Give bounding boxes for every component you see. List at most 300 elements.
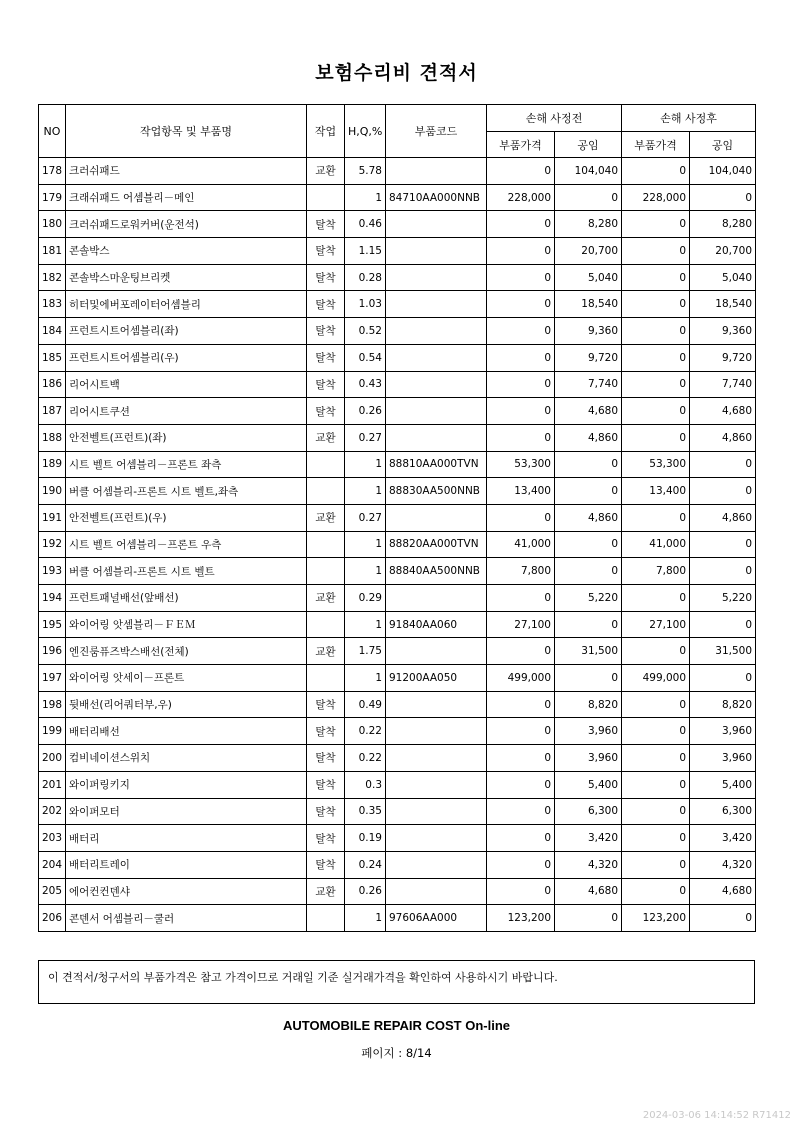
table-row <box>39 264 756 291</box>
table-row <box>39 398 756 425</box>
row-part-code <box>386 878 487 905</box>
row-hq: 0.43 <box>345 371 386 398</box>
row-after-labor: 3,960 <box>690 745 756 772</box>
row-before-part-price: 0 <box>487 878 555 905</box>
row-part-code <box>386 158 487 185</box>
row-part-code <box>386 318 487 345</box>
row-item-name: 컴비네이션스위치 <box>66 745 307 772</box>
row-work-type: 탈착 <box>307 771 345 798</box>
row-part-code <box>386 211 487 238</box>
row-after-part-price: 0 <box>622 638 690 665</box>
row-part-code: 91200AA050 <box>386 665 487 692</box>
row-after-labor: 8,820 <box>690 691 756 718</box>
row-hq: 5.78 <box>345 158 386 185</box>
table-row <box>39 478 756 505</box>
row-hq: 0.22 <box>345 718 386 745</box>
row-before-labor: 0 <box>555 558 622 585</box>
row-after-part-price: 0 <box>622 211 690 238</box>
row-before-part-price: 0 <box>487 264 555 291</box>
row-before-labor: 20,700 <box>555 238 622 265</box>
table-row <box>39 531 756 558</box>
row-part-code <box>386 291 487 318</box>
row-item-name: 안전벨트(프런트)(좌) <box>66 424 307 451</box>
row-hq: 0.24 <box>345 851 386 878</box>
row-no: 188 <box>39 424 66 451</box>
row-part-code <box>386 371 487 398</box>
row-hq: 1 <box>345 905 386 932</box>
header-work: 작업 <box>307 105 345 158</box>
row-part-code: 97606AA000 <box>386 905 487 932</box>
row-before-labor: 5,220 <box>555 585 622 612</box>
row-before-labor: 3,960 <box>555 745 622 772</box>
row-item-name: 뒷배선(리어쿼터부,우) <box>66 691 307 718</box>
row-after-labor: 0 <box>690 184 756 211</box>
table-row <box>39 344 756 371</box>
row-after-part-price: 123,200 <box>622 905 690 932</box>
row-work-type <box>307 558 345 585</box>
footer-title: AUTOMOBILE REPAIR COST On-line <box>282 1018 511 1033</box>
row-after-labor: 3,420 <box>690 825 756 852</box>
row-after-labor: 4,860 <box>690 504 756 531</box>
row-part-code: 84710AA000NNB <box>386 184 487 211</box>
header-hq: H,Q,% <box>345 105 386 158</box>
row-after-part-price: 0 <box>622 291 690 318</box>
row-item-name: 프런트시트어셈블리(우) <box>66 344 307 371</box>
row-no: 184 <box>39 318 66 345</box>
row-before-part-price: 13,400 <box>487 478 555 505</box>
row-before-labor: 0 <box>555 184 622 211</box>
row-after-part-price: 0 <box>622 718 690 745</box>
row-work-type: 교환 <box>307 585 345 612</box>
row-no: 191 <box>39 504 66 531</box>
row-before-part-price: 0 <box>487 718 555 745</box>
row-work-type: 탈착 <box>307 825 345 852</box>
row-before-part-price: 0 <box>487 398 555 425</box>
table-row <box>39 184 756 211</box>
row-no: 198 <box>39 691 66 718</box>
row-before-labor: 31,500 <box>555 638 622 665</box>
row-before-part-price: 499,000 <box>487 665 555 692</box>
row-part-code <box>386 585 487 612</box>
row-item-name: 크래쉬패드 어셈블리－메인 <box>66 184 307 211</box>
row-no: 199 <box>39 718 66 745</box>
row-no: 192 <box>39 531 66 558</box>
row-before-labor: 0 <box>555 451 622 478</box>
table-row <box>39 611 756 638</box>
row-part-code <box>386 745 487 772</box>
row-before-labor: 9,360 <box>555 318 622 345</box>
row-work-type: 탈착 <box>307 798 345 825</box>
row-hq: 0.3 <box>345 771 386 798</box>
row-before-part-price: 0 <box>487 585 555 612</box>
row-hq: 0.54 <box>345 344 386 371</box>
row-after-labor: 18,540 <box>690 291 756 318</box>
row-after-part-price: 0 <box>622 691 690 718</box>
row-after-part-price: 0 <box>622 238 690 265</box>
row-part-code <box>386 504 487 531</box>
table-row <box>39 691 756 718</box>
row-part-code: 91840AA060 <box>386 611 487 638</box>
row-item-name: 크러쉬패드 <box>66 158 307 185</box>
row-part-code <box>386 344 487 371</box>
row-before-part-price: 0 <box>487 638 555 665</box>
row-work-type: 교환 <box>307 878 345 905</box>
row-work-type <box>307 478 345 505</box>
row-item-name: 콘솔박스마운팅브리켓 <box>66 264 307 291</box>
row-after-part-price: 499,000 <box>622 665 690 692</box>
row-no: 203 <box>39 825 66 852</box>
row-work-type: 교환 <box>307 638 345 665</box>
row-part-code <box>386 238 487 265</box>
row-after-labor: 20,700 <box>690 238 756 265</box>
row-hq: 1 <box>345 665 386 692</box>
row-work-type: 교환 <box>307 424 345 451</box>
row-before-labor: 0 <box>555 905 622 932</box>
row-item-name: 크러쉬패드로워커버(운전석) <box>66 211 307 238</box>
table-row <box>39 238 756 265</box>
table-row <box>39 371 756 398</box>
row-no: 200 <box>39 745 66 772</box>
row-no: 180 <box>39 211 66 238</box>
row-after-labor: 0 <box>690 665 756 692</box>
row-work-type <box>307 611 345 638</box>
row-item-name: 시트 벨트 어셈블리－프론트 좌측 <box>66 451 307 478</box>
row-item-name: 버클 어셈블리-프론트 시트 벨트,좌측 <box>66 478 307 505</box>
row-before-labor: 9,720 <box>555 344 622 371</box>
row-work-type: 탈착 <box>307 291 345 318</box>
row-item-name: 프런트패널배선(앞배선) <box>66 585 307 612</box>
row-work-type <box>307 665 345 692</box>
table-row <box>39 798 756 825</box>
row-work-type: 탈착 <box>307 851 345 878</box>
row-after-part-price: 0 <box>622 878 690 905</box>
row-hq: 0.26 <box>345 878 386 905</box>
row-hq: 0.27 <box>345 504 386 531</box>
row-no: 194 <box>39 585 66 612</box>
row-after-part-price: 0 <box>622 504 690 531</box>
row-work-type: 탈착 <box>307 318 345 345</box>
row-before-part-price: 0 <box>487 238 555 265</box>
row-after-part-price: 0 <box>622 371 690 398</box>
table-row <box>39 558 756 585</box>
row-before-labor: 3,420 <box>555 825 622 852</box>
row-after-labor: 4,680 <box>690 878 756 905</box>
row-no: 197 <box>39 665 66 692</box>
row-after-labor: 8,280 <box>690 211 756 238</box>
row-work-type <box>307 905 345 932</box>
row-hq: 1 <box>345 478 386 505</box>
table-row <box>39 158 756 185</box>
row-after-part-price: 0 <box>622 264 690 291</box>
header-part-code: 부품코드 <box>386 105 487 158</box>
row-hq: 1 <box>345 611 386 638</box>
row-item-name: 프런트시트어셈블리(좌) <box>66 318 307 345</box>
row-hq: 0.22 <box>345 745 386 772</box>
row-no: 179 <box>39 184 66 211</box>
row-part-code <box>386 851 487 878</box>
row-before-part-price: 0 <box>487 158 555 185</box>
row-part-code: 88820AA000TVN <box>386 531 487 558</box>
row-item-name: 리어시트백 <box>66 371 307 398</box>
row-before-labor: 0 <box>555 665 622 692</box>
row-hq: 0.26 <box>345 398 386 425</box>
row-before-part-price: 0 <box>487 825 555 852</box>
row-no: 204 <box>39 851 66 878</box>
row-after-labor: 5,220 <box>690 585 756 612</box>
row-item-name: 와이퍼링키지 <box>66 771 307 798</box>
row-no: 181 <box>39 238 66 265</box>
table-row <box>39 745 756 772</box>
row-after-part-price: 0 <box>622 158 690 185</box>
row-before-part-price: 0 <box>487 371 555 398</box>
row-before-labor: 6,300 <box>555 798 622 825</box>
row-part-code <box>386 638 487 665</box>
row-before-labor: 104,040 <box>555 158 622 185</box>
row-no: 183 <box>39 291 66 318</box>
row-work-type <box>307 451 345 478</box>
row-after-labor: 4,860 <box>690 424 756 451</box>
row-before-labor: 3,960 <box>555 718 622 745</box>
page-number: 페이지 : 8/14 <box>361 1046 432 1060</box>
row-no: 190 <box>39 478 66 505</box>
header-before-assessment: 손해 사정전 <box>487 105 622 132</box>
table-row <box>39 318 756 345</box>
price-notice: 이 견적서/청구서의 부품가격은 참고 가격이므로 거래일 기준 실거래가격을 확인하여 사용하시기 바랍니다. <box>38 960 755 1004</box>
row-hq: 0.27 <box>345 424 386 451</box>
row-before-labor: 7,740 <box>555 371 622 398</box>
row-no: 178 <box>39 158 66 185</box>
row-after-labor: 0 <box>690 451 756 478</box>
header-after-labor: 공임 <box>690 132 756 158</box>
table-row <box>39 424 756 451</box>
row-hq: 0.29 <box>345 585 386 612</box>
row-item-name: 리어시트쿠션 <box>66 398 307 425</box>
row-part-code: 88810AA000TVN <box>386 451 487 478</box>
row-after-part-price: 0 <box>622 798 690 825</box>
row-item-name: 에어컨컨덴샤 <box>66 878 307 905</box>
row-after-part-price: 0 <box>622 825 690 852</box>
row-after-labor: 0 <box>690 905 756 932</box>
row-hq: 0.28 <box>345 264 386 291</box>
row-work-type: 탈착 <box>307 371 345 398</box>
row-after-labor: 6,300 <box>690 798 756 825</box>
row-before-labor: 5,040 <box>555 264 622 291</box>
table-row <box>39 771 756 798</box>
document-title: 보험수리비 견적서 <box>315 62 478 84</box>
row-work-type: 탈착 <box>307 691 345 718</box>
row-work-type: 탈착 <box>307 398 345 425</box>
row-hq: 0.19 <box>345 825 386 852</box>
row-after-labor: 3,960 <box>690 718 756 745</box>
table-row <box>39 665 756 692</box>
row-after-part-price: 0 <box>622 851 690 878</box>
row-after-part-price: 0 <box>622 424 690 451</box>
row-after-part-price: 41,000 <box>622 531 690 558</box>
row-part-code <box>386 691 487 718</box>
row-item-name: 와이퍼모터 <box>66 798 307 825</box>
row-after-labor: 0 <box>690 611 756 638</box>
row-work-type: 탈착 <box>307 718 345 745</box>
row-hq: 1 <box>345 558 386 585</box>
row-no: 189 <box>39 451 66 478</box>
row-part-code <box>386 398 487 425</box>
row-no: 193 <box>39 558 66 585</box>
row-item-name: 배터리트레이 <box>66 851 307 878</box>
row-before-part-price: 0 <box>487 745 555 772</box>
row-after-labor: 9,360 <box>690 318 756 345</box>
row-after-labor: 0 <box>690 531 756 558</box>
row-before-labor: 4,680 <box>555 878 622 905</box>
table-row <box>39 718 756 745</box>
table-row <box>39 211 756 238</box>
row-before-labor: 4,320 <box>555 851 622 878</box>
row-hq: 1 <box>345 451 386 478</box>
row-item-name: 버클 어셈블리-프론트 시트 벨트 <box>66 558 307 585</box>
row-work-type: 탈착 <box>307 745 345 772</box>
row-after-labor: 31,500 <box>690 638 756 665</box>
row-part-code <box>386 264 487 291</box>
row-before-part-price: 41,000 <box>487 531 555 558</box>
row-no: 182 <box>39 264 66 291</box>
row-item-name: 시트 벨트 어셈블리－프론트 우측 <box>66 531 307 558</box>
row-hq: 1.03 <box>345 291 386 318</box>
row-before-part-price: 0 <box>487 318 555 345</box>
row-after-labor: 4,320 <box>690 851 756 878</box>
row-work-type: 탈착 <box>307 344 345 371</box>
row-part-code <box>386 424 487 451</box>
row-hq: 1 <box>345 531 386 558</box>
row-work-type: 교환 <box>307 504 345 531</box>
row-hq: 0.52 <box>345 318 386 345</box>
row-work-type: 교환 <box>307 158 345 185</box>
table-header <box>39 105 756 158</box>
row-after-labor: 7,740 <box>690 371 756 398</box>
row-before-part-price: 0 <box>487 211 555 238</box>
table-body <box>39 158 756 932</box>
row-after-part-price: 7,800 <box>622 558 690 585</box>
table-row <box>39 905 756 932</box>
table-row <box>39 451 756 478</box>
row-no: 196 <box>39 638 66 665</box>
row-before-labor: 0 <box>555 531 622 558</box>
row-work-type: 탈착 <box>307 264 345 291</box>
row-work-type <box>307 184 345 211</box>
row-before-part-price: 7,800 <box>487 558 555 585</box>
header-before-labor: 공임 <box>555 132 622 158</box>
row-work-type: 탈착 <box>307 238 345 265</box>
row-after-part-price: 228,000 <box>622 184 690 211</box>
row-before-labor: 8,820 <box>555 691 622 718</box>
row-item-name: 배터리배선 <box>66 718 307 745</box>
row-item-name: 와이어링 앗셈블리－ＦＥＭ <box>66 611 307 638</box>
row-item-name: 엔진룸퓨즈박스배선(전체) <box>66 638 307 665</box>
estimate-table <box>38 104 756 932</box>
row-before-part-price: 123,200 <box>487 905 555 932</box>
table-row <box>39 291 756 318</box>
table-row <box>39 504 756 531</box>
row-part-code: 88830AA500NNB <box>386 478 487 505</box>
table-row <box>39 851 756 878</box>
row-after-part-price: 0 <box>622 344 690 371</box>
row-after-labor: 0 <box>690 558 756 585</box>
row-item-name: 콘덴서 어셈블리－쿨러 <box>66 905 307 932</box>
row-before-part-price: 0 <box>487 424 555 451</box>
row-before-labor: 5,400 <box>555 771 622 798</box>
row-before-labor: 0 <box>555 478 622 505</box>
row-before-part-price: 0 <box>487 291 555 318</box>
table-row <box>39 585 756 612</box>
header-no: NO <box>39 105 66 158</box>
row-hq: 1 <box>345 184 386 211</box>
row-after-labor: 0 <box>690 478 756 505</box>
row-after-part-price: 13,400 <box>622 478 690 505</box>
row-after-part-price: 0 <box>622 771 690 798</box>
row-part-code <box>386 771 487 798</box>
row-before-part-price: 27,100 <box>487 611 555 638</box>
row-no: 187 <box>39 398 66 425</box>
row-no: 202 <box>39 798 66 825</box>
row-before-part-price: 0 <box>487 851 555 878</box>
row-before-labor: 4,860 <box>555 504 622 531</box>
row-part-code <box>386 798 487 825</box>
row-part-code <box>386 825 487 852</box>
row-part-code: 88840AA500NNB <box>386 558 487 585</box>
row-after-labor: 104,040 <box>690 158 756 185</box>
row-before-part-price: 0 <box>487 691 555 718</box>
row-item-name: 와이어링 앗세이－프론트 <box>66 665 307 692</box>
row-after-part-price: 0 <box>622 745 690 772</box>
row-hq: 1.15 <box>345 238 386 265</box>
table-row <box>39 825 756 852</box>
row-hq: 0.35 <box>345 798 386 825</box>
row-no: 205 <box>39 878 66 905</box>
row-before-part-price: 0 <box>487 771 555 798</box>
row-item-name: 안전벨트(프런트)(우) <box>66 504 307 531</box>
row-item-name: 콘솔박스 <box>66 238 307 265</box>
row-part-code <box>386 718 487 745</box>
row-before-part-price: 0 <box>487 504 555 531</box>
row-item-name: 히터및에버포레이터어셈블리 <box>66 291 307 318</box>
row-before-labor: 4,680 <box>555 398 622 425</box>
row-after-part-price: 0 <box>622 585 690 612</box>
row-after-part-price: 0 <box>622 398 690 425</box>
row-no: 206 <box>39 905 66 932</box>
row-before-part-price: 0 <box>487 344 555 371</box>
table-row <box>39 638 756 665</box>
row-no: 195 <box>39 611 66 638</box>
row-item-name: 배터리 <box>66 825 307 852</box>
table-row <box>39 878 756 905</box>
row-after-part-price: 27,100 <box>622 611 690 638</box>
row-after-part-price: 53,300 <box>622 451 690 478</box>
row-no: 186 <box>39 371 66 398</box>
row-before-part-price: 0 <box>487 798 555 825</box>
row-no: 201 <box>39 771 66 798</box>
row-hq: 0.46 <box>345 211 386 238</box>
header-after-part-price: 부품가격 <box>622 132 690 158</box>
row-before-labor: 0 <box>555 611 622 638</box>
row-before-part-price: 228,000 <box>487 184 555 211</box>
row-work-type <box>307 531 345 558</box>
header-after-assessment: 손해 사정후 <box>622 105 756 132</box>
print-timestamp: 2024-03-06 14:14:52 R71412 <box>642 1110 791 1121</box>
header-item: 작업항목 및 부품명 <box>66 105 307 158</box>
row-hq: 0.49 <box>345 691 386 718</box>
row-after-labor: 5,400 <box>690 771 756 798</box>
row-hq: 1.75 <box>345 638 386 665</box>
row-before-part-price: 53,300 <box>487 451 555 478</box>
row-after-labor: 4,680 <box>690 398 756 425</box>
